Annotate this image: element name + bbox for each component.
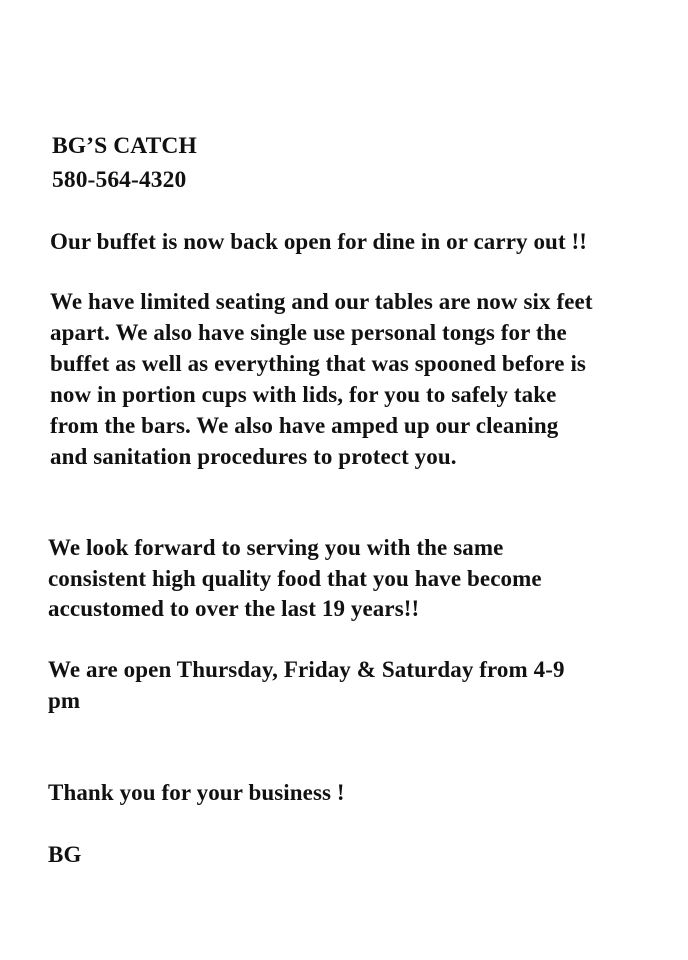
announcement: Our buffet is now back open for dine in or carry out !! xyxy=(50,229,588,254)
hours-line: pm xyxy=(48,688,81,713)
thank-you-line: Thank you for your business ! xyxy=(48,780,345,805)
signature: BG xyxy=(48,842,82,867)
safety-line: and sanitation procedures to protect you. xyxy=(50,444,457,469)
safety-line: apart. We also have single use personal tongs for the xyxy=(50,320,567,345)
service-line: consistent high quality food that you have become xyxy=(48,566,542,591)
safety-line: We have limited seating and our tables are now six feet xyxy=(50,289,593,314)
hours-line: We are open Thursday, Friday & Saturday from 4-9 xyxy=(48,657,565,682)
service-line: accustomed to over the last 19 years!! xyxy=(48,596,420,621)
safety-line: now in portion cups with lids, for you to safely take xyxy=(50,382,557,407)
service-line: We look forward to serving you with the same xyxy=(48,535,504,560)
phone-number: 580-564-4320 xyxy=(52,167,187,193)
safety-line: buffet as well as everything that was spooned before is xyxy=(50,351,586,376)
safety-line: from the bars. We also have amped up our cleaning xyxy=(50,413,559,438)
business-name: BG’S CATCH xyxy=(52,133,197,159)
